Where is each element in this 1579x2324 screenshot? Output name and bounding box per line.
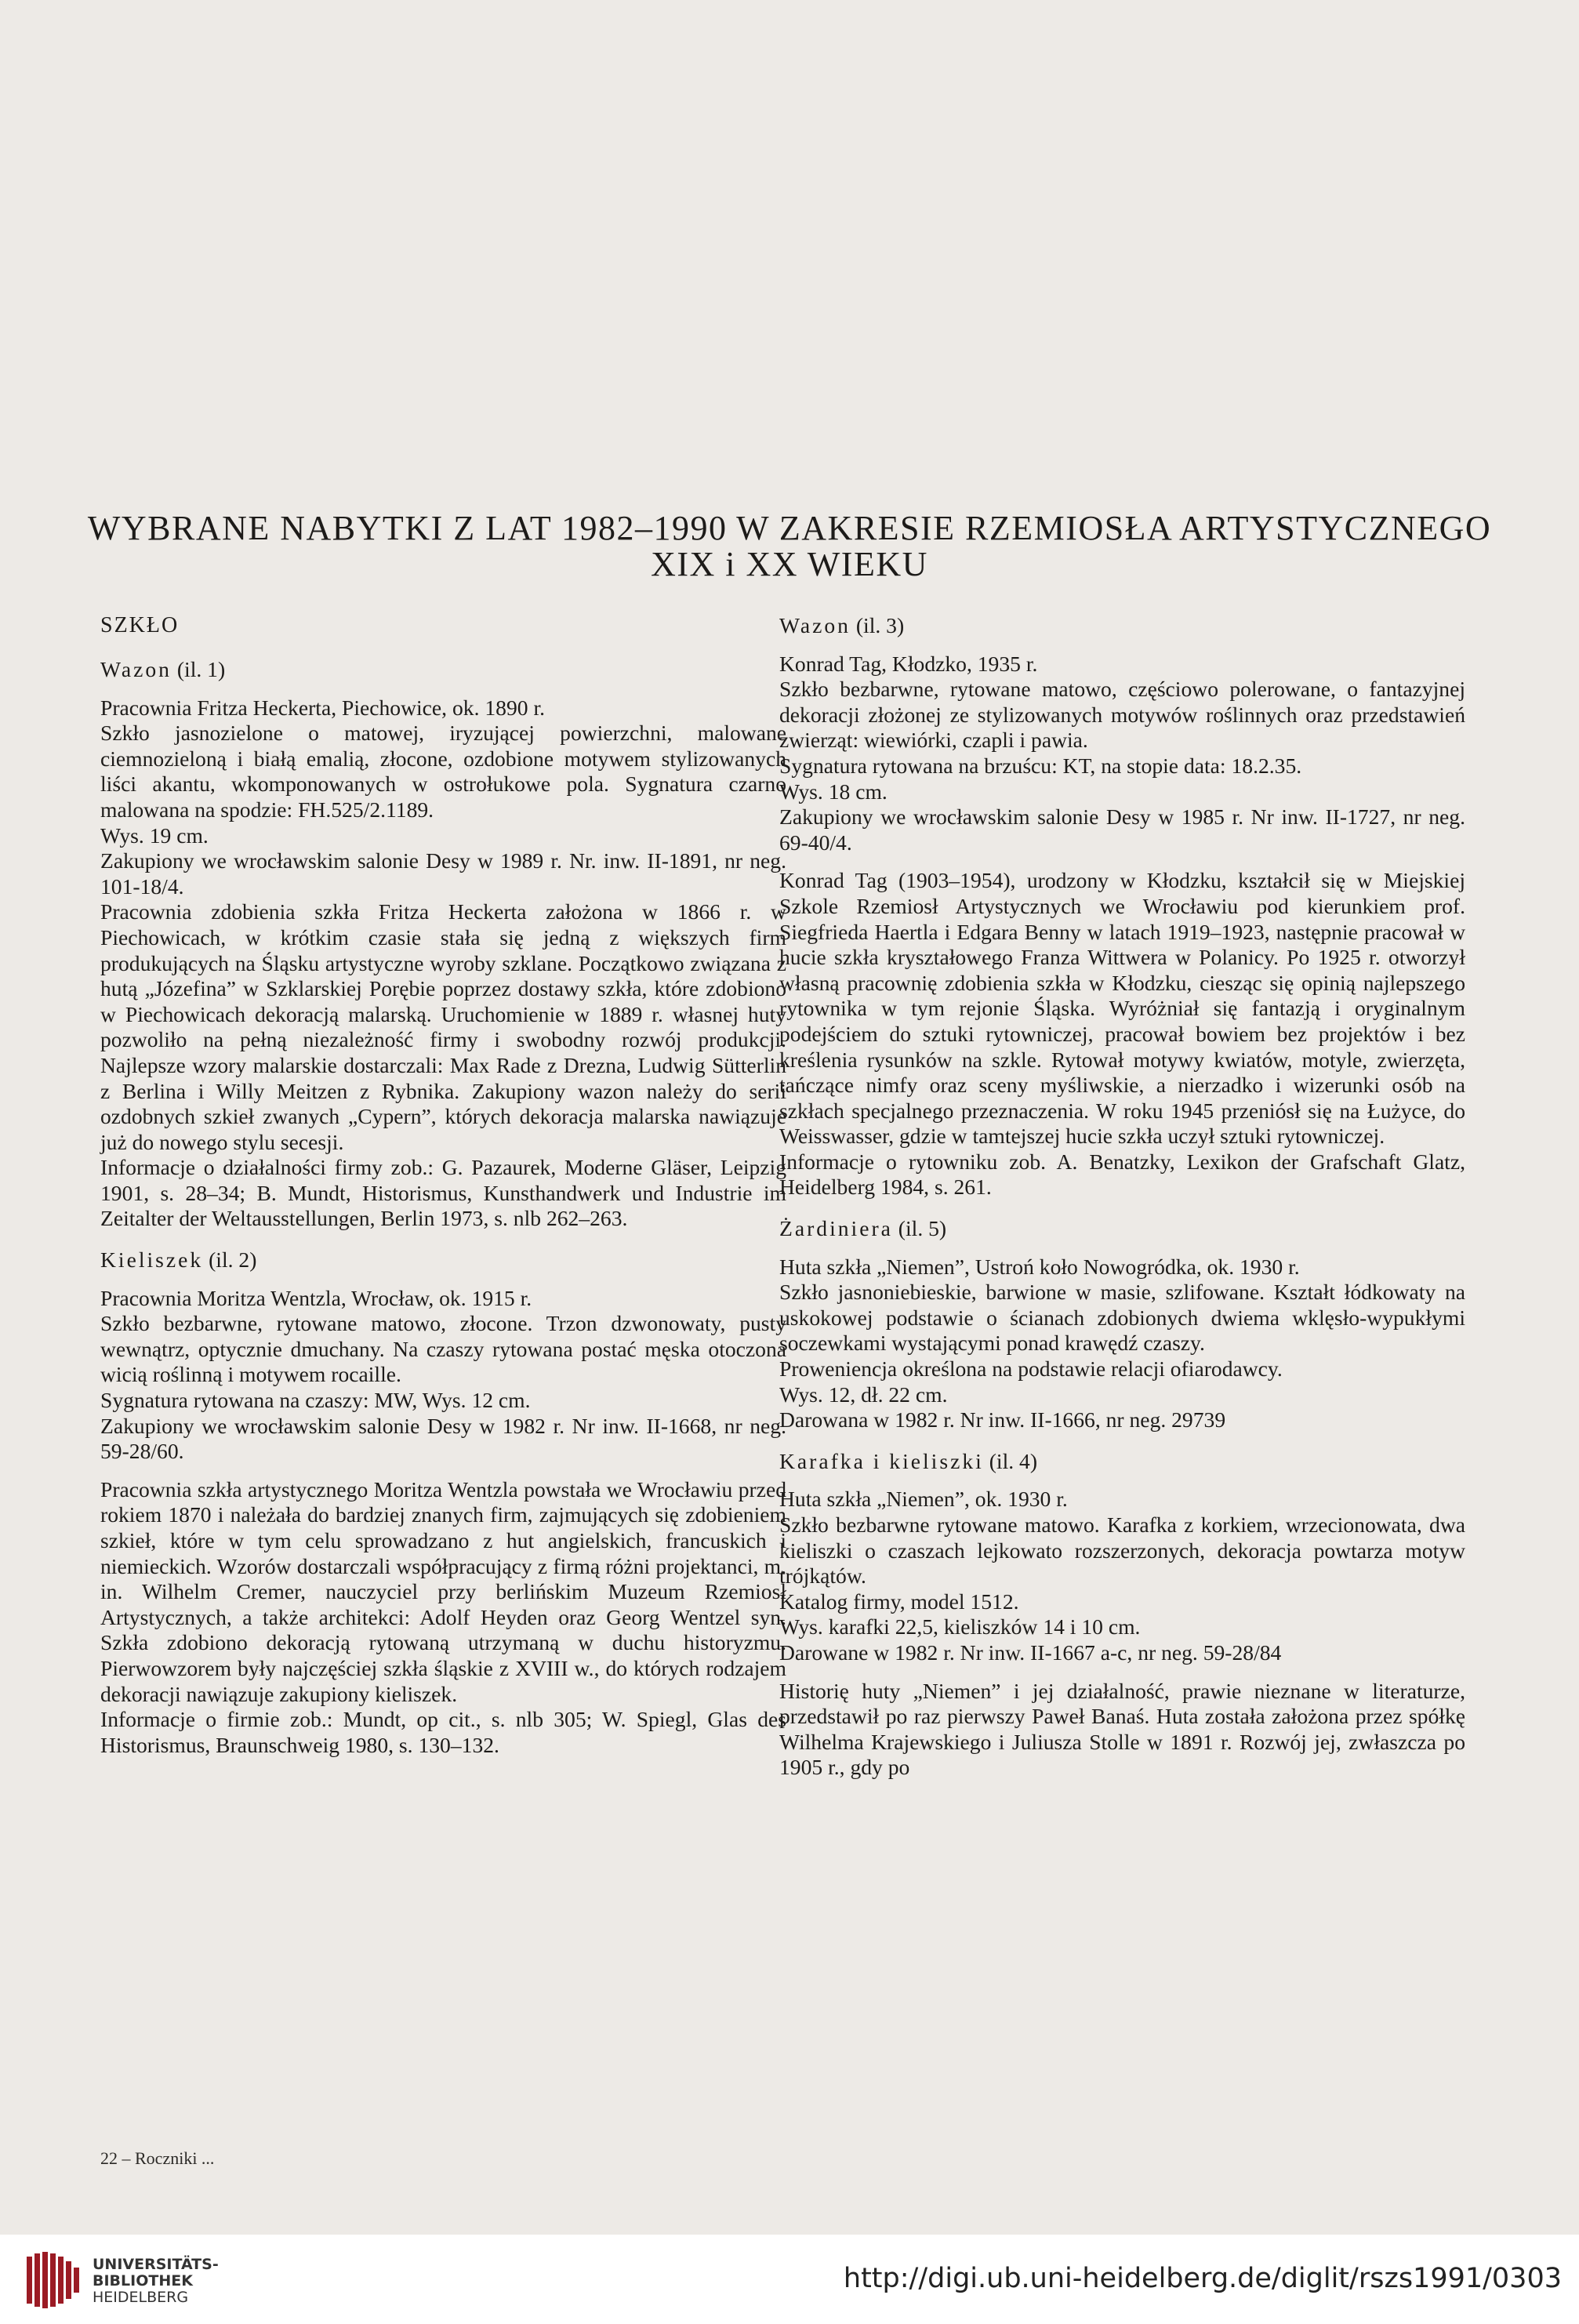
library-footer-bar bbox=[0, 2235, 1579, 2324]
entry-line: Sygnatura rytowana na brzuścu: KT, na stopie data: 18.2.35. bbox=[779, 753, 1302, 778]
entry-line: Katalog firmy, model 1512. bbox=[779, 1589, 1019, 1614]
entry-line: Informacje o firmie zob.: Mundt, op cit., s. nlb 305; W. Spiegl, Glas des Historismus, Braunschweig 1980, s. 130–132. bbox=[100, 1707, 786, 1757]
entry-heading-ref: (il. 1) bbox=[171, 657, 226, 681]
entry-line: Informacje o działalności firmy zob.: G. Pazaurek, Moderne Gläser, Leipzig 1901, s. 28–34; B. Mundt, Historismus, Kunsthandwerk und Industrie im Zeitalter der Weltausstellungen, Berlin 1973, s. nlb 262–263. bbox=[100, 1155, 786, 1231]
entry-line: Zakupiony we wrocławskim salonie Desy w 1982 r. Nr inw. II-1668, nr neg. 59-28/60. bbox=[100, 1413, 786, 1464]
entry-line: Konrad Tag (1903–1954), urodzony w Kłodzku, kształcił się w Miejskiej Szkole Rzemiosł Artystycznych we Wrocławiu pod kierunkiem prof. Siegfrieda Haertla i Edgara Benny w latach 1919–1923, następnie pracował w hucie szkła kryształowego Franza Wittwera w Polanicy. Po 1925 r. otworzył własną pracownię zdobienia szkła w Kłodzku, ciesząc się opinią najlepszego rytownika w tym rejonie Śląska. Wyróżniał się fantazją i oryginalnym podejściem do sztuki rytowniczej, pracował bowiem bez projektów i bez kreślenia rysunków na szkle. Rytował motywy kwiatów, motyle, zwierzęta, tańczące nimfy oraz sceny myśliwskie, a nierzadko i wizerunki osób na szkłach specjalnego przeznaczenia. W roku 1945 przeniósł się na Łużyce, do Weisswasser, gdzie w tamtejszej hucie szkła uczył sztuki rytowniczej. bbox=[779, 868, 1465, 1149]
entry-line: Historię huty „Niemen” i jej działalność, prawie nieznane w literaturze, przedstawił po raz pierwszy Paweł Banaś. Huta została założona przez spółkę Wilhelma Krajewskiego i Juliusza Stolle w 1891 r. Rozwój jej, zwłaszcza po 1905 r., gdy po bbox=[779, 1678, 1465, 1780]
entry-line: Zakupiony we wrocławskim salonie Desy w 1985 r. Nr inw. II-1727, nr neg. 69-40/4. bbox=[779, 804, 1465, 855]
entry-heading-ref: (il. 3) bbox=[850, 613, 905, 637]
library-logo-text bbox=[93, 2257, 219, 2306]
entry-line: Wys. karafki 22,5, kieliszków 14 i 10 cm. bbox=[779, 1614, 1141, 1640]
entry-line: Szkło jasnozielone o matowej, iryzującej powierzchni, malowane ciemnozieloną i białą emalią, złocone, ozdobione motywem stylizowanych liści akantu, wkomponowanych w ostrołukowe pola. Sygnatura czarno malowana na spodzie: FH.525/2.1189. bbox=[100, 721, 786, 822]
entry-line: Szkło bezbarwne rytowane matowo. Karafka z korkiem, wrzecionowata, dwa kieliszki o czaszach lejkowato rozszerzonych, dekoracja powtarza motyw trójkątów. bbox=[779, 1512, 1465, 1589]
entry-line: Proweniencja określona na podstawie relacji ofiarodawcy. bbox=[779, 1356, 1283, 1382]
entry-heading-ref: (il. 2) bbox=[203, 1247, 257, 1273]
entry-line: Darowane w 1982 r. Nr inw. II-1667 a-c, nr neg. 59-28/84 bbox=[779, 1640, 1282, 1665]
entry-line: Pracownia zdobienia szkła Fritza Heckerta założona w 1866 r. w Piechowicach, w krótkim czasie stała się jedną z większych firm produkujących na Śląsku artystyczne wyroby szklane. Początkowo związana z hutą „Józefina” w Szklarskiej Porębie poprzez dostawy szkła, które zdobiono w Piechowicach dekoracją malarską. Uruchomienie w 1889 r. własnej huty pozwoliło na pełną niezależność firmy i swobodny rozwój produkcji. Najlepsze wzory malarskie dostarczali: Max Rade z Drezna, Ludwig Sütterlin z Berlina i Willy Meitzen z Rybnika. Zakupiony wazon należy do serii ozdobnych szkieł zwanych „Cypern”, których dekoracja malarska nawiązuje już do nowego stylu secesji. bbox=[100, 899, 786, 1154]
entry-line: Informacje o rytowniku zob. A. Benatzky, Lexikon der Grafschaft Glatz, Heidelberg 1984, s. 261. bbox=[779, 1149, 1465, 1200]
entry-heading bbox=[779, 1449, 1465, 1475]
entry-line: Konrad Tag, Kłodzko, 1935 r. bbox=[779, 651, 1038, 676]
entry-heading bbox=[779, 1216, 1465, 1242]
entry-line: Pracownia Fritza Heckerta, Piechowice, ok. 1890 r. bbox=[100, 695, 546, 720]
source-url-link[interactable]: http://digi.ub.uni-heidelberg.de/diglit/rszs1991/0303 bbox=[843, 2263, 1562, 2294]
entry-line: Zakupiony we wrocławskim salonie Desy w 1989 r. Nr. inw. II-1891, nr neg. 101-18/4. bbox=[100, 848, 786, 899]
entry-line: Wys. 18 cm. bbox=[779, 779, 888, 804]
university-library-logo-icon bbox=[24, 2250, 83, 2310]
entry-line: Huta szkła „Niemen”, Ustroń koło Nowogródka, ok. 1930 r. bbox=[779, 1254, 1300, 1279]
entry-line: Wys. 19 cm. bbox=[100, 822, 209, 848]
entry-line: Szkło bezbarwne, rytowane matowo, złocone. Trzon dzwonowaty, pusty wewnątrz, optycznie dmuchany. Na czaszy rytowana postać męska otoczona wicią roślinną i motywem rocaille. bbox=[100, 1311, 786, 1387]
entry-line: Wys. 12, dł. 22 cm. bbox=[779, 1382, 948, 1407]
logo-line-1: UNIVERSITÄTS- bbox=[93, 2256, 219, 2273]
entry-heading-name: Karafka i kieliszki bbox=[779, 1448, 984, 1473]
left-column bbox=[100, 613, 786, 1758]
entry-line: Huta szkła „Niemen”, ok. 1930 r. bbox=[779, 1487, 1068, 1512]
entry-heading bbox=[100, 1247, 786, 1273]
entry-heading-name: Kieliszek bbox=[100, 1247, 204, 1273]
article-title-line-2: XIX i XX WIEKU bbox=[651, 545, 928, 583]
entry-heading bbox=[100, 657, 786, 683]
entry-line: Pracownia szkła artystycznego Moritza Wentzla powstała we Wrocławiu przed rokiem 1870 i należała do bardziej znanych firm, zajmujących się zdobieniem szkieł, które w tym celu sprowadzano z hut angielskich, francuskich i niemieckich. Wzorów dostarczali współpracujący z firmą różni projektanci, m. in. Wilhelm Cremer, nauczyciel przy berlińskim Muzeum Rzemiosł Artystycznych, a także architekci: Adolf Heyden oraz Georg Wentzel syn. Szkła zdobiono dekoracją rytowaną utrzymaną w duchu historyzmu. Pierwowzorem były najczęściej szkła śląskie z XVIII w., do których rodzajem dekoracji nawiązuje zakupiony kieliszek. bbox=[100, 1476, 786, 1706]
entry-heading-name: Żardiniera bbox=[779, 1216, 893, 1241]
article-title-line-1: WYBRANE NABYTKI Z LAT 1982–1990 W ZAKRESIE RZEMIOSŁA ARTYSTYCZNEGO bbox=[87, 509, 1492, 547]
entry-line: Pracownia Moritza Wentzla, Wrocław, ok. 1915 r. bbox=[100, 1285, 532, 1310]
page-footer: 22 – Roczniki ... bbox=[100, 2148, 215, 2168]
entry-line: Sygnatura rytowana na czaszy: MW, Wys. 12 cm. bbox=[100, 1388, 531, 1413]
entry-heading-ref: (il. 4) bbox=[983, 1448, 1038, 1473]
entry-heading bbox=[779, 613, 1465, 639]
logo-line-2: BIBLIOTHEK bbox=[93, 2272, 193, 2290]
entry-heading-name: Wazon bbox=[779, 613, 851, 637]
entry-line: Szkło jasnoniebieskie, barwione w masie, szlifowane. Kształt łódkowaty na uskokowej podstawie o ścianach zdobionych dwiema wklęsło-wypukłymi soczewkami wystającymi ponad krawędź czaszy. bbox=[779, 1280, 1465, 1356]
entry-line: Darowana w 1982 r. Nr inw. II-1666, nr neg. 29739 bbox=[779, 1407, 1226, 1433]
entry-heading-ref: (il. 5) bbox=[892, 1216, 947, 1241]
right-column bbox=[779, 613, 1465, 1781]
entry-heading-name: Wazon bbox=[100, 657, 172, 681]
entry-line: Szkło bezbarwne, rytowane matowo, częściowo polerowane, o fantazyjnej dekoracji złożonej ze stylizowanych motywów roślinnych oraz przedstawień zwierząt: wiewiórki, czapli i pawia. bbox=[779, 677, 1465, 753]
logo-line-3: HEIDELBERG bbox=[93, 2289, 189, 2306]
section-heading: SZKŁO bbox=[100, 613, 180, 637]
